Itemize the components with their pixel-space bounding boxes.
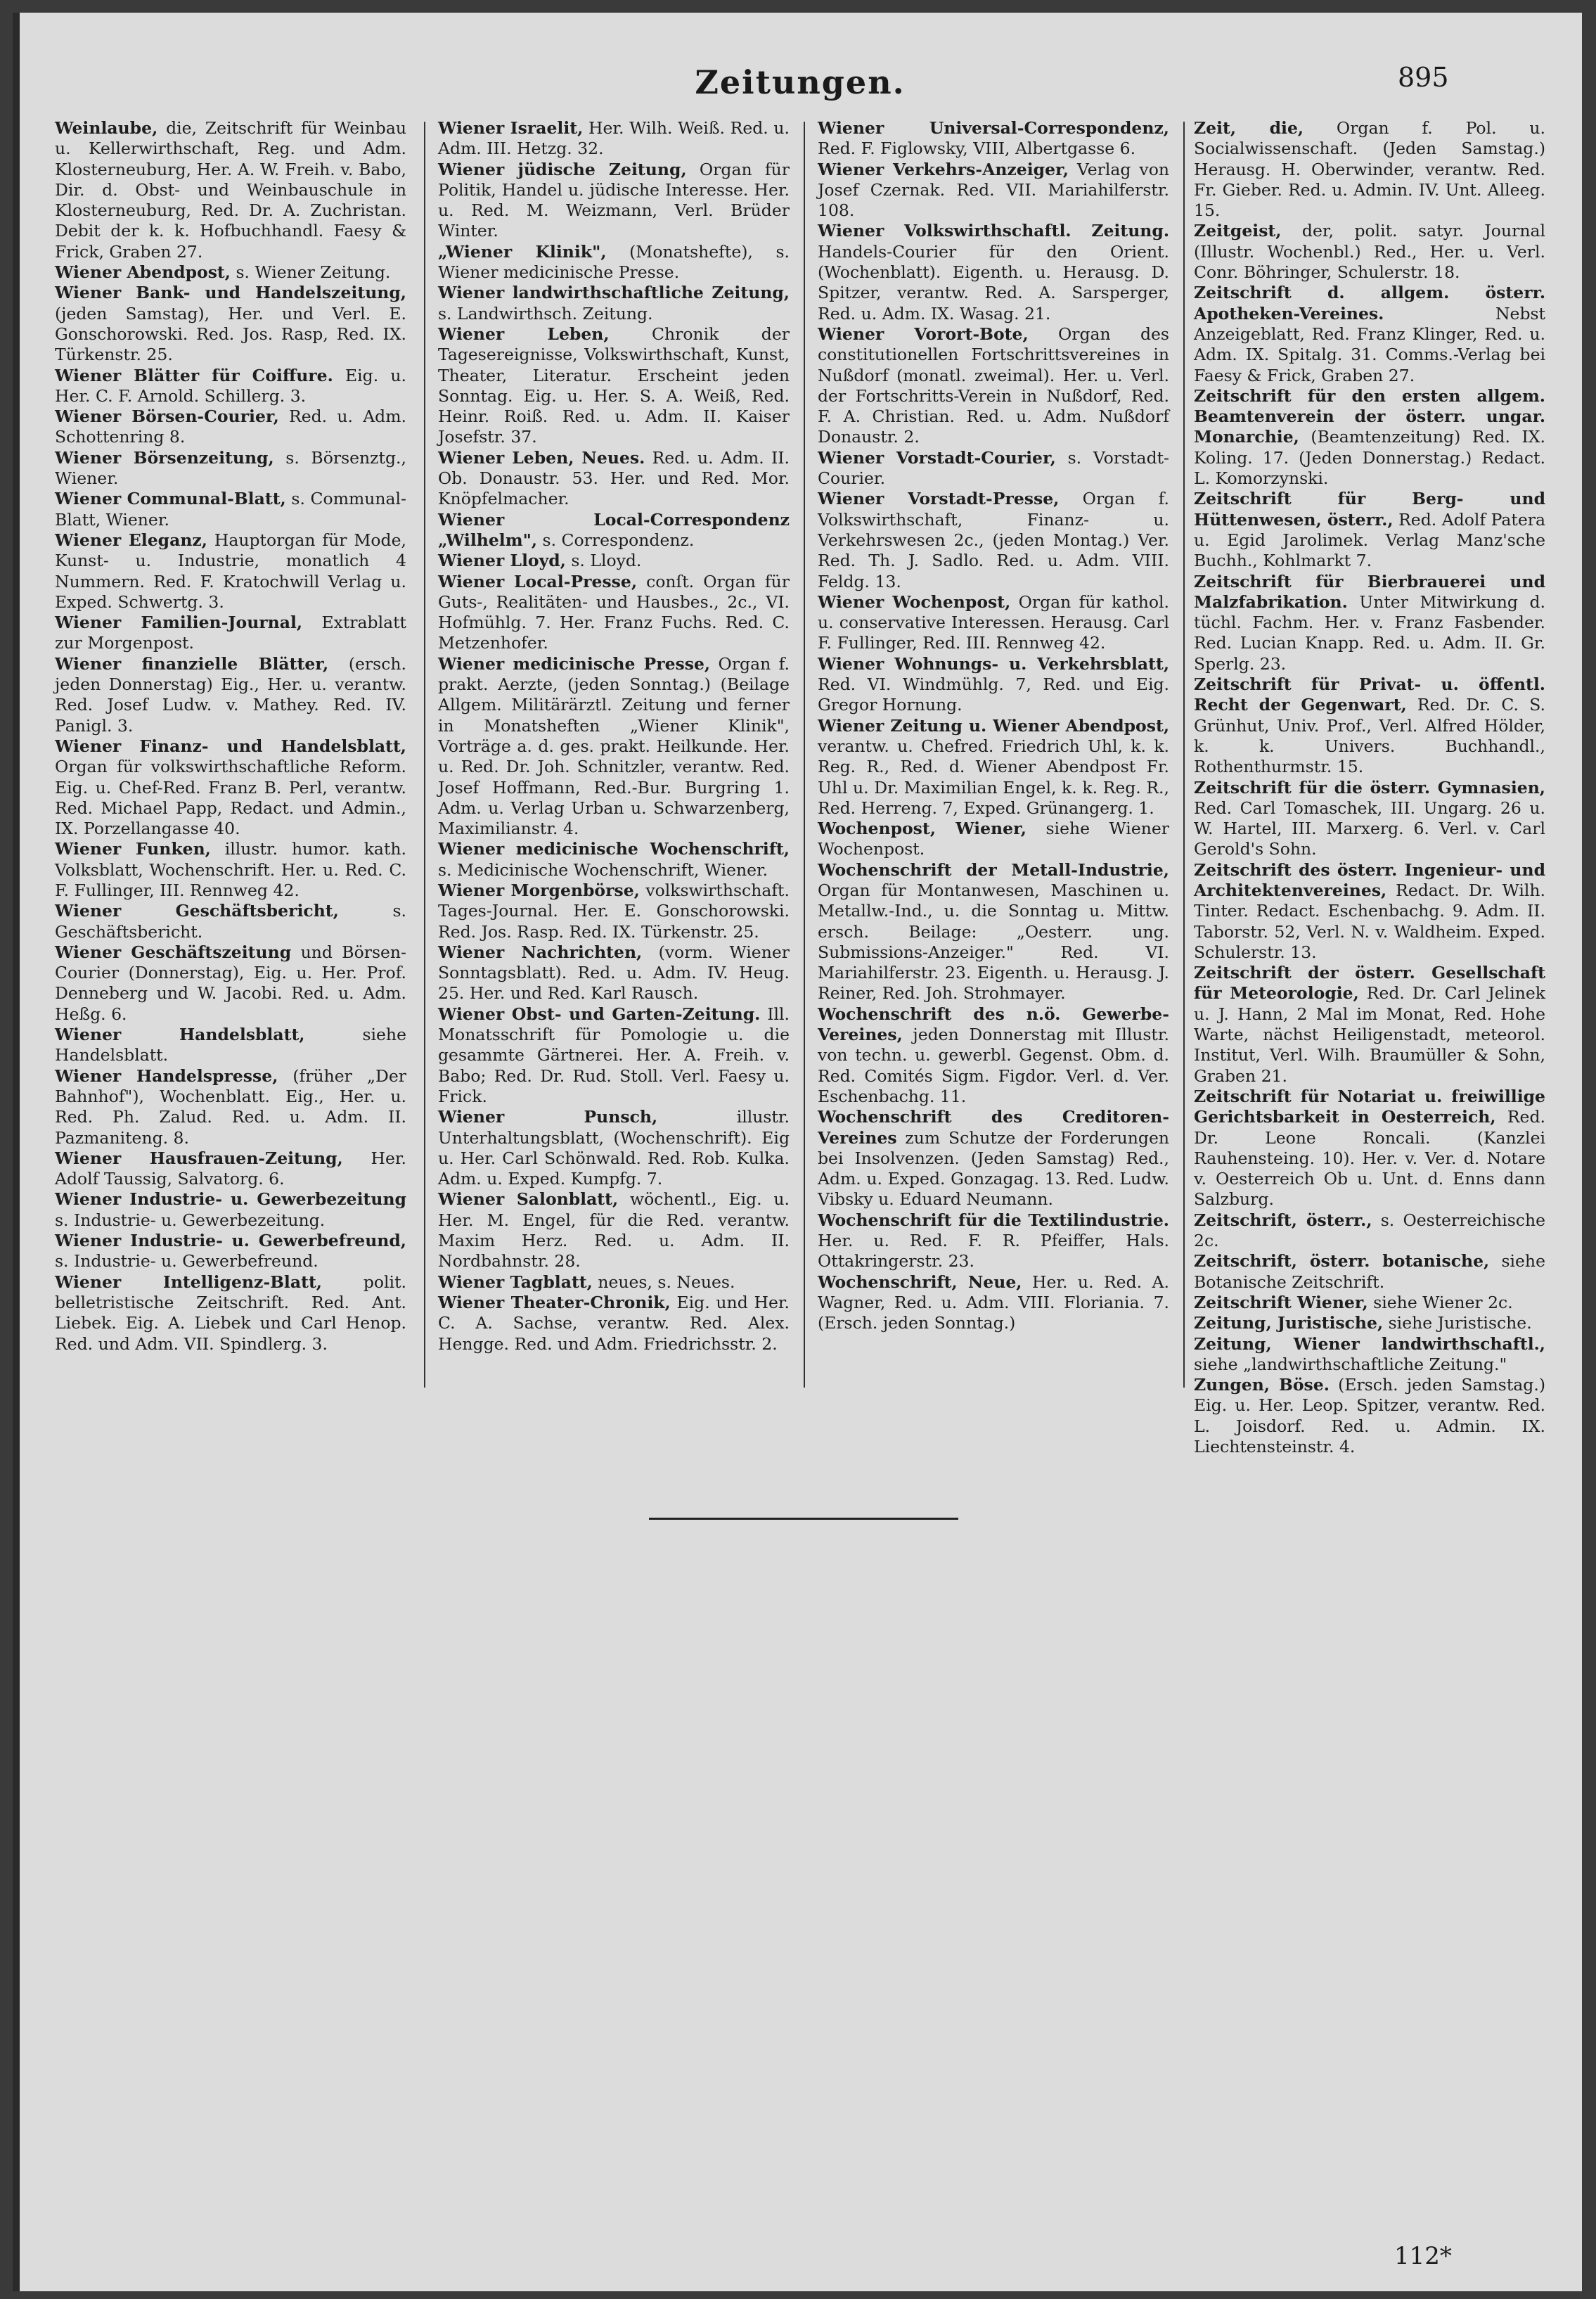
column-separator xyxy=(1183,122,1185,1388)
entry-title: Wiener Morgenbörse, xyxy=(438,880,640,900)
directory-entry xyxy=(438,839,790,880)
directory-entry xyxy=(438,1189,790,1272)
directory-entry xyxy=(438,118,790,160)
entry-text: (Beamtenzeitung) Red. IX. Koling. 17. (Jeden Donnerstag.) Redact. L. Komorzynski. xyxy=(1194,427,1545,489)
directory-entry xyxy=(1194,386,1545,489)
entry-title: Wiener Local-Presse, xyxy=(438,571,638,591)
entry-title: Wiener Communal-Blatt, xyxy=(55,489,286,509)
entry-text: Hauptorgan für Mode, Kunst- u. Industrie, monatlich 4 Nummern. Red. F. Kratochwill Verlag u. Exped. Schwertg. 3. xyxy=(55,530,406,612)
entry-text: siehe Wiener Wochenpost. xyxy=(818,819,1169,859)
entry-text: Red. Dr. C. S. Grünhut, Univ. Prof., Verl. Alfred Hölder, k. k. Univers. Buchhandl., Rothenthurmstr. 15. xyxy=(1194,695,1545,777)
entry-title: Wiener Funken, xyxy=(55,839,211,859)
entry-text: Her. Wilh. Weiß. Red. u. Adm. III. Hetzg. 32. xyxy=(438,118,790,159)
directory-entry xyxy=(438,1004,790,1107)
entry-title: Zeitschrift, österr. botanische, xyxy=(1194,1251,1490,1272)
directory-entry xyxy=(1194,860,1545,963)
entry-title: Wiener Zeitung u. Wiener Abendpost, xyxy=(818,715,1169,736)
directory-entry xyxy=(55,530,406,613)
entry-title: Wochenschrift des Creditoren-Vereines xyxy=(818,1107,1169,1148)
entry-title: Wiener Finanz- und Handelsblatt, xyxy=(55,736,406,756)
entry-title: Wiener Verkehrs-Anzeiger, xyxy=(818,159,1069,179)
entry-title: Wiener Abendpost, xyxy=(55,262,231,283)
entry-text: zum Schutze der Forderungen bei Insolvenzen. (Jeden Samstag) Red., Adm. u. Exped. Gonzagag. 13. Red. Ludw. Vibsky u. Eduard Neumann. xyxy=(818,1127,1169,1210)
entry-text: Handels-Courier für den Orient. (Wochenblatt). Eigenth. u. Herausg. D. Spitzer, verantw. Red. A. Sarsperger, Red. u. Adm. IX. Wasag. 21. xyxy=(818,241,1169,324)
entry-title: Zeit, die, xyxy=(1194,118,1304,138)
directory-entry xyxy=(55,118,406,262)
entry-title: Wiener Nachrichten, xyxy=(438,942,643,962)
entry-text: s. Landwirthsch. Zeitung. xyxy=(438,303,653,324)
directory-entry xyxy=(438,242,790,283)
entry-text: (vorm. Wiener Sonntagsblatt). Red. u. Adm. IV. Heug. 25. Her. und Red. Karl Rausch. xyxy=(438,942,790,1004)
entry-text: (ersch. jeden Donnerstag) Eig., Her. u. verantw. Red. Josef Ludw. v. Mathey. Red. IV. Panigl. 3. xyxy=(55,653,406,736)
entry-text: Eig. und Her. C. A. Sachse, verantw. Red. Alex. Hengge. Red. und Adm. Friedrichsstr. 2. xyxy=(438,1292,790,1354)
entry-text: Organ für Montanwesen, Maschinen u. Metallw.-Ind., u. die Sonntag u. Mittw. ersch. Beilage: „Oesterr. ung. Submissions-Anzeiger." Red. VI. Mariahilferstr. 23. Eigenth. u. Herausg. J. Reiner, Red. Joh. Strohmayer. xyxy=(818,880,1169,1004)
entry-text: s. Vorstadt-Courier. xyxy=(818,447,1169,489)
directory-entry xyxy=(818,1107,1169,1210)
entry-text: polit. belletristische Zeitschrift. Red. Ant. Liebek. Eig. A. Liebek und Carl Henop. Red. und Adm. VII. Spindlerg. 3. xyxy=(55,1272,406,1354)
directory-entry xyxy=(55,406,406,448)
column-separator xyxy=(804,122,805,1388)
directory-entry xyxy=(818,118,1169,160)
directory-entry xyxy=(1194,572,1545,674)
entry-text: Her. u. Red. A. Wagner, Red. u. Adm. VIII. Floriania. 7. (Ersch. jeden Sonntag.) xyxy=(818,1272,1169,1333)
entry-title: Zeitschrift d. allgem. österr. Apotheken-Vereines. xyxy=(1194,283,1545,324)
entry-text: Eig. u. Her. C. F. Arnold. Schillerg. 3. xyxy=(55,365,406,406)
entry-text: Red. F. Figlowsky, VIII, Albertgasse 6. xyxy=(818,139,1136,159)
entry-title: Wiener Blätter für Coiffure. xyxy=(55,365,333,385)
horizontal-rule xyxy=(649,1518,958,1520)
entry-text: verantw. u. Chefred. Friedrich Uhl, k. k. Reg. R., Red. d. Wiener Abendpost Fr. Uhl u. Dr. Maximilian Engel, k. k. Reg. R., Red. Herreng. 7, Exped. Grünangerg. 1. xyxy=(818,736,1169,818)
entry-text: siehe Wiener 2c. xyxy=(1373,1292,1513,1312)
entry-text: Ill. Monatsschrift für Pomologie u. die gesammte Gärtnerei. Her. A. Freih. v. Babo; Red. Dr. Rud. Stoll. Verl. Faesy u. Frick. xyxy=(438,1004,790,1106)
column-2 xyxy=(438,118,790,1412)
entry-title: Wiener Leben, Neues. xyxy=(438,447,645,468)
directory-entry xyxy=(1194,1375,1545,1457)
directory-entry xyxy=(438,1272,790,1293)
directory-entry xyxy=(438,942,790,1004)
entry-text: volkswirthschaft. Tages-Journal. Her. E. Gonschorowski. Red. Jos. Rasp. Red. IX. Türkenstr. 25. xyxy=(438,880,790,942)
column-separator xyxy=(424,122,425,1388)
entry-title: Zeitschrift für die österr. Gymnasien, xyxy=(1194,777,1545,798)
directory-entry xyxy=(55,448,406,489)
entry-title: Wiener Obst- und Garten-Zeitung. xyxy=(438,1004,761,1024)
directory-entry xyxy=(818,324,1169,448)
entry-text: der, polit. satyr. Journal (Illustr. Wochenbl.) Red., Her. u. Verl. Conr. Böhringer, Schulerstr. 18. xyxy=(1194,221,1545,283)
directory-entry xyxy=(1194,1087,1545,1210)
entry-text: Red. Dr. Leone Roncali. (Kanzlei Rauhensteing. 10). Her. v. Ver. d. Notare v. Oesterreich Ob u. Unt. d. Enns dann Salzburg. xyxy=(1194,1107,1545,1210)
entry-title: Wiener Wochenpost, xyxy=(818,591,1011,612)
directory-entry xyxy=(438,1107,790,1189)
directory-entry xyxy=(818,489,1169,591)
entry-title: Wiener Local-Correspondenz „Wilhelm", xyxy=(438,509,790,550)
entry-text: Organ für volkswirthschaftliche Reform. Eig. u. Chef-Red. Franz B. Perl, verantw. Red. Michael Papp, Redact. und Admin., IX. Porzellangasse 40. xyxy=(55,757,406,839)
entry-title: Wiener landwirthschaftliche Zeitung, xyxy=(438,283,790,303)
entry-title: Wiener Volkswirthschaftl. Zeitung. xyxy=(818,221,1169,241)
entry-text: (Monatshefte), s. Wiener medicinische Presse. xyxy=(438,241,790,283)
entry-title: Wiener Börsen-Courier, xyxy=(55,406,279,427)
directory-entry xyxy=(818,860,1169,1004)
directory-entry xyxy=(818,716,1169,819)
directory-entry xyxy=(1194,489,1545,571)
directory-entry xyxy=(1194,118,1545,221)
directory-entry xyxy=(1194,1313,1545,1333)
entry-title: Zeitschrift für Notariat u. freiwillige Gerichtsbarkeit in Oesterreich, xyxy=(1194,1086,1545,1127)
entry-text: wöchentl., Eig. u. Her. M. Engel, für die Red. verantw. Maxim Herz. Red. u. Adm. II. Nordbahnstr. 28. xyxy=(438,1189,790,1272)
directory-entry xyxy=(818,592,1169,654)
entry-title: Wiener Universal-Correspondenz, xyxy=(818,118,1169,138)
directory-entry xyxy=(55,654,406,736)
column-1 xyxy=(55,118,406,1412)
entry-text: s. Wiener Zeitung. xyxy=(236,262,391,283)
entry-text: Nebst Anzeigeblatt, Red. Franz Klinger, Red. u. Adm. IX. Spitalg. 31. Comms.-Verlag bei Faesy & Frick, Graben 27. xyxy=(1194,303,1545,385)
entry-title: Wochenschrift für die Textilindustrie. xyxy=(818,1210,1169,1230)
entry-title: Wiener Theater-Chronik, xyxy=(438,1292,671,1312)
entry-text: die, Zeitschrift für Weinbau u. Kellerwirthschaft, Reg. und Adm. Klosterneuburg, Her. A. W. Freih. v. Babo, Dir. d. Obst- und Weinbauschule in Klosterneuburg, Red. Dr. A. Zuchristan. Debit der k. k. Hofbuchhandl. Faesy & Frick, Graben 27. xyxy=(55,118,406,262)
entry-title: Wochenschrift des n.ö. Gewerbe-Vereines, xyxy=(818,1004,1169,1045)
entry-title: Wochenschrift, Neue, xyxy=(818,1272,1022,1292)
entry-text: Organ für kathol. u. conservative Interessen. Herausg. Carl F. Fullinger, Red. III. Rennweg 42. xyxy=(818,591,1169,653)
directory-entry xyxy=(438,880,790,942)
entry-title: Wiener Industrie- u. Gewerbefreund, xyxy=(55,1231,406,1251)
entry-text: Red. u. Adm. Schottenring 8. xyxy=(55,406,406,447)
entry-title: Zeitung, Juristische, xyxy=(1194,1313,1384,1333)
directory-entry xyxy=(55,942,406,1025)
entry-text: neues, s. Neues. xyxy=(598,1272,735,1292)
directory-entry xyxy=(1194,1210,1545,1252)
entry-title: Wiener Vorstadt-Presse, xyxy=(818,489,1060,509)
entry-title: Wiener medicinische Wochenschrift, xyxy=(438,839,790,859)
entry-title: Zeitschrift für Bierbrauerei und Malzfabrikation. xyxy=(1194,571,1545,612)
entry-text: s. Börsenztg., Wiener. xyxy=(55,447,406,489)
directory-entry xyxy=(55,1231,406,1272)
directory-entry xyxy=(818,160,1169,222)
directory-entry xyxy=(1194,221,1545,283)
entry-text: s. Geschäftsbericht. xyxy=(55,901,406,942)
entry-title: Wiener finanzielle Blätter, xyxy=(55,653,329,674)
entry-text: Organ des constitutionellen Fortschrittsvereines in Nußdorf (monatl. zweimal). Her. u. Verl. der Fortschritts-Verein in Nußdorf, Red. F. A. Christian. Red. u. Adm. Nußdorf Donaustr. 2. xyxy=(818,324,1169,447)
directory-entry xyxy=(55,736,406,839)
columns xyxy=(55,118,1559,1456)
entry-text: Red. VI. Windmühlg. 7, Red. und Eig. Gregor Hornung. xyxy=(818,674,1169,715)
directory-entry xyxy=(55,613,406,654)
entry-title: Zeitschrift für Berg- und Hüttenwesen, österr., xyxy=(1194,489,1545,530)
directory-entry xyxy=(438,448,790,510)
entry-text: Her. Adolf Taussig, Salvatorg. 6. xyxy=(55,1148,406,1189)
directory-entry xyxy=(55,366,406,407)
directory-entry xyxy=(55,283,406,365)
entry-title: Zeitschrift des österr. Ingenieur- und Architektenvereines, xyxy=(1194,859,1545,900)
entry-title: Wiener Geschäftsbericht, xyxy=(55,901,339,921)
page xyxy=(13,13,1582,2291)
directory-entry xyxy=(438,324,790,448)
entry-text: s. Communal-Blatt, Wiener. xyxy=(55,489,406,530)
folio-number: 112* xyxy=(1394,2242,1452,2270)
entry-text: Red. Adolf Patera u. Egid Jarolimek. Verlag Manz'sche Buchh., Kohlmarkt 7. xyxy=(1194,509,1545,571)
entry-title: Zeitschrift für Privat- u. öffentl. Recht der Gegenwart, xyxy=(1194,674,1545,715)
entry-text: (jeden Samstag), Her. und Verl. E. Gonschorowski. Red. Jos. Rasp, Red. IX. Türkenstr. 25. xyxy=(55,303,406,365)
entry-title: Wiener Israelit, xyxy=(438,118,584,138)
entry-title: Wochenpost, Wiener, xyxy=(818,819,1027,839)
entry-text: siehe Botanische Zeitschrift. xyxy=(1194,1251,1545,1292)
directory-entry xyxy=(55,901,406,942)
entry-title: Wiener jüdische Zeitung, xyxy=(438,159,687,179)
entry-title: Wiener Hausfrauen-Zeitung, xyxy=(55,1148,343,1168)
directory-entry xyxy=(818,221,1169,324)
entry-text: Red. Carl Tomaschek, III. Ungarg. 26 u. W. Hartel, III. Marxerg. 6. Verl. v. Carl Gerold's Sohn. xyxy=(1194,798,1545,859)
entry-text: und Börsen-Courier (Donnerstag), Eig. u. Her. Prof. Denneberg und W. Jacobi. Red. u. Adm. Heßg. 6. xyxy=(55,942,406,1024)
directory-entry xyxy=(55,839,406,901)
entry-title: Wiener Vorort-Bote, xyxy=(818,324,1029,344)
entry-text: Organ f. Pol. u. Socialwissenschaft. (Jeden Samstag.) Herausg. H. Oberwinder, verantw. Red. Fr. Gieber. Red. u. Admin. IV. Unt. Alleeg. 15. xyxy=(1194,118,1545,221)
entry-text: s. Industrie- u. Gewerbefreund. xyxy=(55,1251,318,1272)
page-number: 895 xyxy=(1398,62,1449,93)
directory-entry xyxy=(438,283,790,324)
entry-title: Wiener Eleganz, xyxy=(55,530,207,550)
entry-title: Wiener Vorstadt-Courier, xyxy=(818,447,1056,468)
directory-entry xyxy=(1194,963,1545,1087)
directory-entry xyxy=(818,448,1169,489)
entry-title: Wiener Leben, xyxy=(438,324,610,344)
directory-entry xyxy=(55,489,406,530)
directory-entry xyxy=(1194,1334,1545,1376)
entry-text: illustr. humor. kath. Volksblatt, Wochenschrift. Her. u. Red. C. F. Fullinger, III. Rennweg 42. xyxy=(55,839,406,900)
directory-entry xyxy=(438,160,790,242)
entry-title: Zeitschrift für den ersten allgem. Beamtenverein der österr. ungar. Monarchie, xyxy=(1194,385,1545,447)
directory-entry xyxy=(438,510,790,551)
entry-title: Wiener Tagblatt, xyxy=(438,1272,593,1292)
entry-title: Wiener Salonblatt, xyxy=(438,1189,619,1210)
directory-entry xyxy=(438,551,790,571)
entry-text: Red. u. Adm. II. Ob. Donaustr. 53. Her. und Red. Mor. Knöpfelmacher. xyxy=(438,447,790,509)
directory-entry xyxy=(1194,1251,1545,1293)
entry-title: Wiener Punsch, xyxy=(438,1107,658,1127)
entry-text: s. Medicinische Wochenschrift, Wiener. xyxy=(438,859,768,880)
entry-text: conſt. Organ für Guts-, Realitäten- und Hausbes., 2c., VI. Hofmühlg. 7. Her. Franz Fuchs. Red. C. Metzenhofer. xyxy=(438,571,790,653)
entry-text: siehe „landwirthschaftliche Zeitung." xyxy=(1194,1354,1507,1374)
directory-entry xyxy=(818,1004,1169,1107)
directory-entry xyxy=(1194,778,1545,860)
entry-title: Wiener Geschäftszeitung xyxy=(55,942,292,962)
entry-title: Wiener Handelsblatt, xyxy=(55,1025,305,1045)
entry-text: Her. u. Red. F. R. Pfeiffer, Hals. Ottakringerstr. 23. xyxy=(818,1231,1169,1272)
entry-title: Wiener Intelligenz-Blatt, xyxy=(55,1272,322,1292)
entry-title: „Wiener Klinik", xyxy=(438,241,607,262)
directory-entry xyxy=(818,1210,1169,1272)
entry-text: Organ f. Volkswirthschaft, Finanz- u. Verkehrswesen 2c., (jeden Montag.) Ver. Red. Th. J. Sadlo. Red. u. Adm. VIII. Feldg. 13. xyxy=(818,489,1169,591)
directory-entry xyxy=(438,654,790,840)
column-4 xyxy=(1194,118,1545,1456)
entry-text: jeden Donnerstag mit Illustr. von techn. u. gewerbl. Gegenst. Obm. d. Red. Comités Sigm. Figdor. Verl. d. Ver. Eschenbachg. 11. xyxy=(818,1025,1169,1106)
entry-text: Verlag von Josef Czernak. Red. VII. Mariahilferstr. 108. xyxy=(818,159,1169,221)
entry-title: Wiener Handelspresse, xyxy=(55,1065,278,1086)
entry-title: Wiener Lloyd, xyxy=(438,551,566,571)
entry-title: Weinlaube, xyxy=(55,118,158,138)
directory-entry xyxy=(438,572,790,654)
entry-text: Chronik der Tagesereignisse, Volkswirthschaft, Kunst, Theater, Literatur. Erscheint jeden Sonntag. Eig. u. Her. S. A. Weiß, Red. Heinr. Roiß. Red. u. Adm. II. Kaiser Josefstr. 37. xyxy=(438,324,790,447)
entry-title: Zeitschrift Wiener, xyxy=(1194,1292,1368,1312)
directory-entry xyxy=(438,1293,790,1355)
entry-title: Wiener Industrie- u. Gewerbezeitung xyxy=(55,1189,406,1210)
directory-entry xyxy=(55,1148,406,1190)
entry-title: Zeitschrift der österr. Gesellschaft für Meteorologie, xyxy=(1194,963,1545,1004)
directory-entry xyxy=(55,1025,406,1066)
entry-text: siehe Handelsblatt. xyxy=(55,1025,406,1065)
entry-title: Zungen, Böse. xyxy=(1194,1375,1330,1395)
entry-title: Wiener medicinische Presse, xyxy=(438,653,711,674)
page-title: Zeitungen. xyxy=(695,63,906,101)
entry-text: Unter Mitwirkung d. tüchl. Fachm. Her. v. Franz Fasbender. Red. Lucian Knapp. Red. u. Adm. II. Gr. Sperlg. 23. xyxy=(1194,591,1545,674)
entry-text: Redact. Dr. Wilh. Tinter. Redact. Eschenbachg. 9. Adm. II. Taborstr. 52, Verl. N. v. Waldheim. Exped. Schulerstr. 13. xyxy=(1194,880,1545,962)
entry-text: s. Lloyd. xyxy=(571,551,642,571)
directory-entry xyxy=(818,654,1169,716)
directory-entry xyxy=(55,1066,406,1148)
directory-entry xyxy=(1194,1293,1545,1313)
directory-entry xyxy=(55,1189,406,1231)
entry-text: s. Industrie- u. Gewerbezeitung. xyxy=(55,1210,326,1230)
entry-title: Wochenschrift der Metall-Industrie, xyxy=(818,859,1169,880)
entry-text: illustr. Unterhaltungsblatt, (Wochenschrift). Eig u. Her. Carl Schönwald. Red. Rob. Kulka. Adm. u. Exped. Kumpfg. 7. xyxy=(438,1107,790,1189)
directory-entry xyxy=(55,1272,406,1355)
entry-title: Wiener Wohnungs- u. Verkehrsblatt, xyxy=(818,653,1169,674)
entry-text: Extrablatt zur Morgenpost. xyxy=(55,613,406,653)
directory-entry xyxy=(818,1272,1169,1334)
directory-entry xyxy=(55,262,406,283)
entry-title: Zeitung, Wiener landwirthschaftl., xyxy=(1194,1333,1545,1354)
entry-text: (Ersch. jeden Samstag.) Eig. u. Her. Leop. Spitzer, verantw. Red. L. Joisdorf. Red. u. Admin. IX. Liechtensteinstr. 4. xyxy=(1194,1375,1545,1456)
entry-text: Organ f. prakt. Aerzte, (jeden Sonntag.) (Beilage Allgem. Militärärztl. Zeitung und ferner in Monatsheften „Wiener Klinik", Vorträge a. d. ges. prakt. Heilkunde. Her. u. Red. Dr. Joh. Schnitzler, verantw. Red. Josef Hoffmann, Red.-Bur. Burgring 1. Adm. u. Verlag Urban u. Schwarzenberg, Maximilianstr. 4. xyxy=(438,653,790,839)
entry-title: Zeitschrift, österr., xyxy=(1194,1210,1372,1230)
entry-text: Organ für Politik, Handel u. jüdische Interesse. Her. u. Red. M. Weizmann, Verl. Brüder Winter. xyxy=(438,159,790,241)
entry-title: Wiener Bank- und Handelszeitung, xyxy=(55,283,406,303)
entry-title: Zeitgeist, xyxy=(1194,221,1282,241)
directory-entry xyxy=(818,819,1169,860)
entry-text: s. Oesterreichische 2c. xyxy=(1194,1210,1545,1251)
entry-text: siehe Juristische. xyxy=(1388,1313,1532,1333)
directory-entry xyxy=(1194,674,1545,777)
entry-title: Wiener Familien-Journal, xyxy=(55,613,303,633)
entry-text: Red. Dr. Carl Jelinek u. J. Hann, 2 Mal im Monat, Red. Hohe Warte, nächst Heiligenstadt, meteorol. Institut, Verl. Wilh. Braumüller & Sohn, Graben 21. xyxy=(1194,983,1545,1086)
entry-title: Wiener Börsenzeitung, xyxy=(55,447,274,468)
entry-text: (früher „Der Bahnhof"), Wochenblatt. Eig., Her. u. Red. Ph. Zalud. Red. u. Adm. II. Pazmaniteng. 8. xyxy=(55,1065,406,1148)
column-3 xyxy=(818,118,1169,1412)
directory-entry xyxy=(1194,283,1545,385)
entry-text: s. Correspondenz. xyxy=(542,530,695,550)
